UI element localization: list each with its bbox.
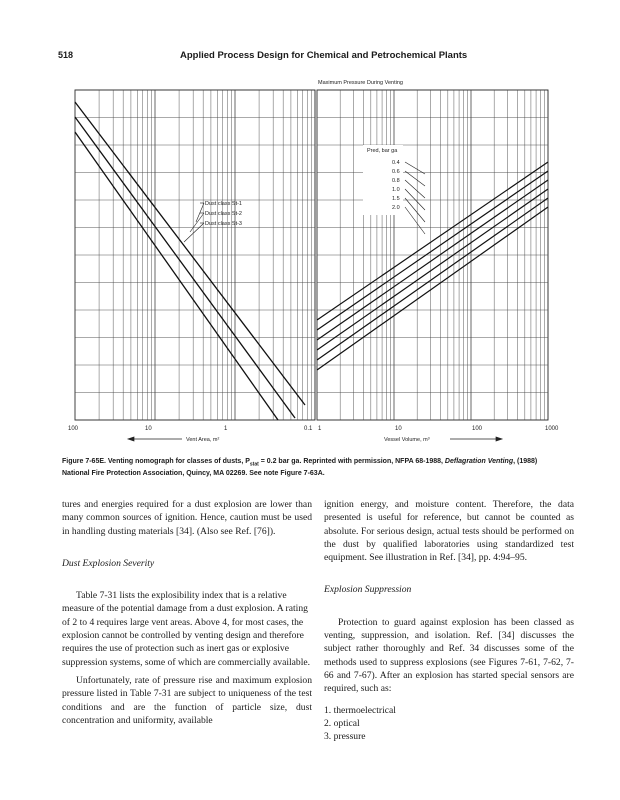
pred-line (317, 198, 548, 360)
caption-sub: stat (249, 461, 259, 468)
legend-04: 0.4 (392, 160, 400, 166)
legend-leader-1 (196, 203, 204, 222)
chart-title: Maximum Pressure During Venting (318, 80, 403, 86)
legend-leader (405, 171, 425, 186)
left-tick-label: 1 (224, 426, 228, 432)
pred-line (317, 207, 548, 370)
line-st3 (75, 132, 278, 420)
left-heading: Dust Explosion Severity (62, 557, 155, 569)
right-tick-label: 1 (318, 426, 322, 432)
caption-rest: = 0.2 bar ga. Reprinted with permission, NFPA 68-1988, (258, 458, 445, 465)
left-paragraph-3: Unfortunately, rate of pressure rise and maximum explosion pressure listed in Table 7-31 are subject to uniqueness of the test conditions and are the function of particle size, dust concentration and uniformity, available (62, 674, 312, 726)
legend-pred-title: Pred, bar ga (367, 148, 398, 154)
pred-line (317, 180, 548, 340)
caption-tail: , (1988) National Fire Protection Association, Quincy, MA 02269. See note Figure 7-63A. (62, 458, 538, 478)
figure-caption (62, 457, 562, 479)
x-label-vent-area: Vent Area, m² (186, 437, 220, 443)
list-item: 1. thermoelectrical (324, 704, 396, 716)
right-column (324, 498, 574, 743)
legend-08: 0.8 (392, 178, 400, 184)
pred-line (317, 171, 548, 330)
left-paragraph-1: tures and energies required for a dust explosion are lower than many common sources of ignition. Hence, caution must be used in handling dusting materials [34]. (Also see Ref. [76]). (62, 499, 312, 537)
right-panel-lines (317, 162, 548, 370)
legend-leader (405, 189, 425, 210)
legend-leader (405, 207, 425, 234)
left-tick-label: 100 (68, 426, 79, 432)
sensor-list (324, 704, 574, 744)
right-tick-label: 100 (472, 426, 483, 432)
left-panel-lines (75, 102, 305, 420)
legend-leader (405, 180, 425, 198)
pred-line (317, 189, 548, 350)
right-panel-grid (317, 90, 548, 420)
right-paragraph-1: ignition energy, and moisture content. Therefore, the data presented is useful for reference, but cannot be counted as absolute. For serious design, actual tests should be performed on the dust by qualified laboratories using standardized test equipment. See illustration in Ref. [34], pp. 4:94–95. (324, 499, 574, 564)
legend-leader-2 (190, 213, 204, 232)
x-arrows (128, 437, 502, 441)
pred-line (317, 162, 548, 320)
left-paragraph-2: Table 7-31 lists the explosibility index that is a relative measure of the potential damage from a dust explosion. A rating of 2 to 4 requires large vent areas. Above 4, for most cases, the explosion cannot be controlled by venting design and therefore requires the use of protection such as inert gas or explosive suppression systems, some of which are commercially available. (62, 590, 311, 668)
line-st2 (75, 117, 295, 418)
legend-leader-3 (184, 223, 204, 242)
right-tick-label: 10 (395, 426, 402, 432)
running-header: Applied Process Design for Chemical and Petrochemical Plants (180, 50, 468, 61)
right-tick-label: 1000 (545, 426, 559, 432)
legend-st1: Dust class St-1 (205, 201, 242, 207)
left-tick-label: 10 (145, 426, 152, 432)
legend-leader (405, 198, 425, 222)
caption-italic: Deflagration Venting (444, 458, 514, 465)
list-item: 3. pressure (324, 731, 366, 743)
right-paragraph-2: Protection to guard against explosion has been classed as venting, suppression, and isolation. Ref. [34] discusses the subject rather thoroughly and Ref. 34 discusses some of the methods used to suppress explosions (see Figures 7-61, 7-62, 7-66 and 7-67). After an explosion has started special sensors are required, such as: (324, 616, 574, 695)
caption-lead: Figure 7-65E. Venting nomograph for classes of dusts, P (62, 458, 250, 465)
axis-ticks (68, 426, 559, 432)
legend-20: 2.0 (392, 205, 400, 211)
left-column (62, 498, 312, 727)
legend-15: 1.5 (392, 196, 400, 202)
x-label-vessel-volume: Vessel Volume, m³ (384, 437, 430, 443)
right-heading: Explosion Suppression (324, 584, 412, 596)
legend-leader (405, 162, 425, 174)
legend-06: 0.6 (392, 169, 400, 175)
legend-10: 1.0 (392, 187, 400, 193)
page-number: 518 (58, 50, 74, 60)
legend-st3: Dust class St-3 (205, 221, 242, 227)
list-item: 2. optical (324, 717, 360, 729)
line-st1 (75, 102, 305, 405)
left-tick-label: 0.1 (304, 426, 313, 432)
legend-st2: Dust class St-2 (205, 211, 242, 217)
